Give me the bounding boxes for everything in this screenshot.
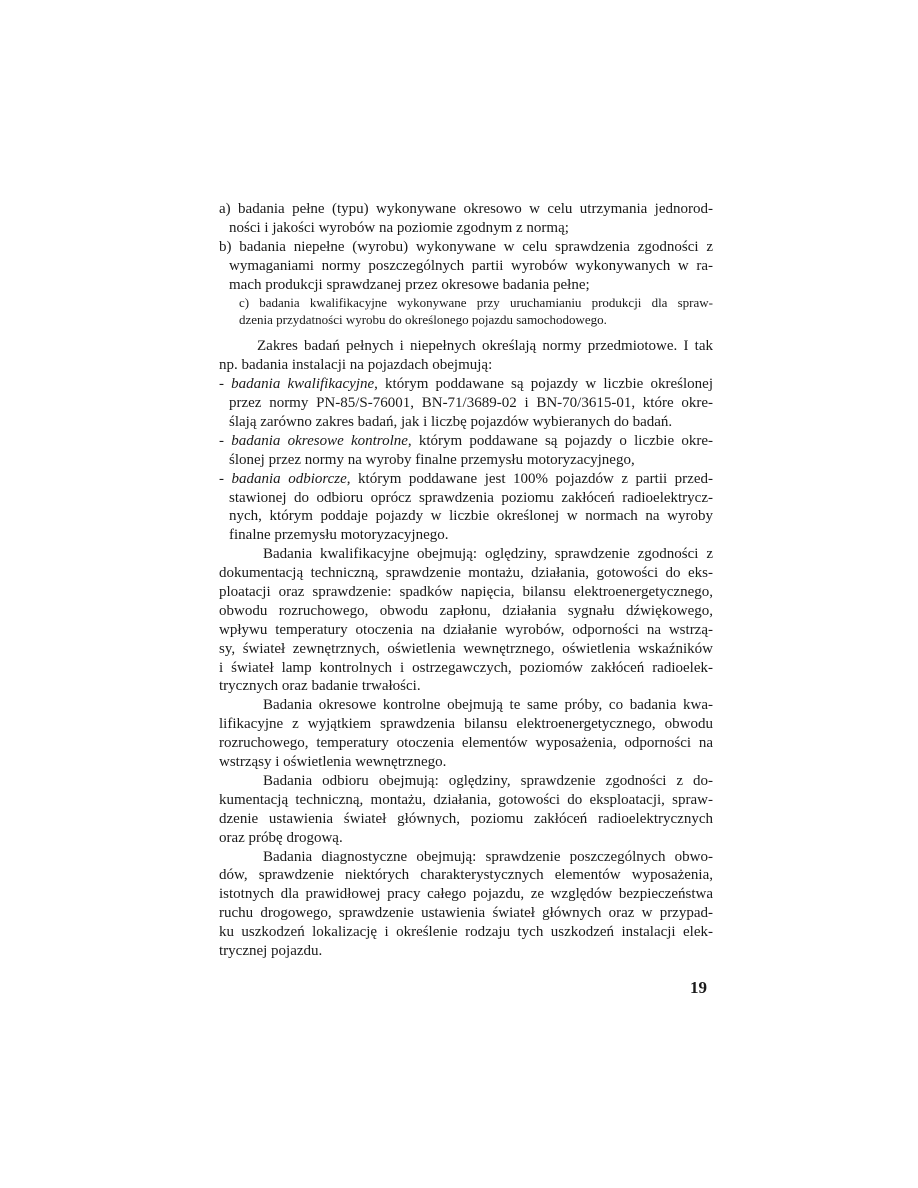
paragraph-line: rozruchowego, temperatury otoczenia elementów wyposażenia, odporności na [219,735,713,752]
dash-item-line: nych, którym poddaje pojazdy w liczbie określonej w normach na wyroby [229,508,713,525]
paragraph-kwalifikacyjne [219,545,713,696]
dash-item-text: , którym poddawane są pojazdy w liczbie określonej [374,376,713,393]
list-item-c-line: c) badania kwalifikacyjne wykonywane przy uruchamianiu produkcji dla spraw- [239,295,713,311]
paragraph-line: dów, sprawdzenie niektórych charakterystycznych elementów wyposażenia, [219,867,713,884]
list-item-c-line: dzenia przydatności wyrobu do określonego pojazdu samochodowego. [239,312,607,328]
dash-item-line: przez normy PN-85/S-76001, BN-71/3689-02 i BN-70/3615-01, które okre- [229,395,713,412]
paragraph-line: kumentacją techniczną, montażu, działania, gotowości do eksploatacji, spraw- [219,791,713,808]
paragraph-line: ku uszkodzeń lokalizację i określenie rodzaju tych uszkodzeń instalacji elek- [219,924,713,941]
paragraph-line: ruchu drogowego, sprawdzenie ustawienia świateł głównych oraz w przypad- [219,905,713,922]
paragraph-line: lifikacyjne z wyjątkiem sprawdzenia bilansu elektroenergetycznego, obwodu [219,716,713,733]
dash-item-first-line: - badania kwalifikacyjne, którym poddawane są pojazdy w liczbie określonej [219,376,713,393]
dash-item-first-line: - badania odbiorcze, którym poddawane jest 100% pojazdów z partii przed- [219,470,713,487]
list-item-b-line: wymaganiami normy poszczególnych partii wyrobów wykonywanych w ra- [229,257,713,274]
paragraph-line: Badania diagnostyczne obejmują: sprawdzenie poszczególnych obwo- [263,848,713,865]
intro-line: Zakres badań pełnych i niepełnych określają normy przedmiotowe. I tak [257,338,713,355]
paragraph-line: sy, świateł zewnętrznych, oświetlenia wewnętrznego, oświetlenia wskaźników [219,640,713,657]
paragraph-line: Badania okresowe kontrolne obejmują te same próby, co badania kwa- [263,697,713,714]
paragraph-diagnostyczne [219,848,713,961]
dash-list [219,375,713,545]
dash-item-term: badania okresowe kontrolne [231,432,408,449]
paragraph-line: Badania kwalifikacyjne obejmują: oględziny, sprawdzenie zgodności z [263,546,713,563]
paragraph-line: dokumentacją techniczną, sprawdzenie montażu, działania, gotowości do eks- [219,565,713,582]
paragraph-line: istotnych dla prawidłowej pracy całego pojazdu, ze względów bezpieczeństwa [219,886,713,903]
dash-item-term: badania kwalifikacyjne [231,376,375,393]
dash-item-first-line: - badania okresowe kontrolne, którym poddawane są pojazdy o liczbie okre- [219,432,713,449]
dash-item-line: stawionej do odbioru oprócz sprawdzenia poziomu zakłóceń radioelektrycz- [229,489,713,506]
paragraph-line: obwodu rozruchowego, obwodu zapłonu, działania sygnału dźwiękowego, [219,602,713,619]
list-item-a-line: a) badania pełne (typu) wykonywane okresowo w celu utrzymania jednorod- [219,201,713,217]
paragraph-line: wpływu temperatury otoczenia na działanie wyrobów, odporności na wstrzą- [219,621,713,638]
list-item-b-line: b) badania niepełne (wyrobu) wykonywane w celu sprawdzenia zgodności z [219,238,713,255]
paragraph-odbioru [219,772,713,848]
page-number: 19 [690,978,707,997]
paragraph-line: oraz próbę drogową. [219,829,343,846]
list-item-b-line: mach produkcji sprawdzanej przez okresowe badania pełne; [229,276,590,293]
dash-item-term: badania odbiorcze [231,470,347,487]
paragraph-line: ploatacji oraz sprawdzenie: spadków napięcia, bilansu elektroenergetycznego, [219,584,713,601]
paragraph-line: i świateł lamp kontrolnych i ostrzegawczych, poziomów zakłóceń radioelek- [219,659,713,676]
paragraph-line: dzenie ustawienia świateł głównych, poziomu zakłóceń radioelektrycznych [219,810,713,827]
dash-item-line: finalne przemysłu motoryzacyjnego. [229,527,449,544]
dash-item-line: ślają zarówno zakres badań, jak i liczbę pojazdów wybieranych do badań. [229,414,673,431]
dash-item-text: , którym poddawane jest 100% pojazdów z partii przed- [346,470,713,487]
list-item-a-line: ności i jakości wyrobów na poziomie zgodnym z normą; [229,219,569,236]
dash-item-line: ślonej przez normy na wyroby finalne przemysłu motoryzacyjnego, [229,451,635,468]
paragraph-line: trycznych oraz badanie trwałości. [219,678,421,695]
intro-line: np. badania instalacji na pojazdach obejmują: [219,357,493,374]
page-body [219,200,713,961]
paragraph-line: trycznej pojazdu. [219,942,323,959]
list-abc [219,200,713,328]
paragraph-line: wstrząsy i oświetlenia wewnętrznego. [219,754,447,771]
intro-paragraph [219,337,713,375]
paragraph-line: Badania odbioru obejmują: oględziny, sprawdzenie zgodności z do- [263,772,713,789]
dash-item-text: , którym poddawane są pojazdy o liczbie okre- [407,432,713,449]
paragraph-okresowe [219,696,713,772]
